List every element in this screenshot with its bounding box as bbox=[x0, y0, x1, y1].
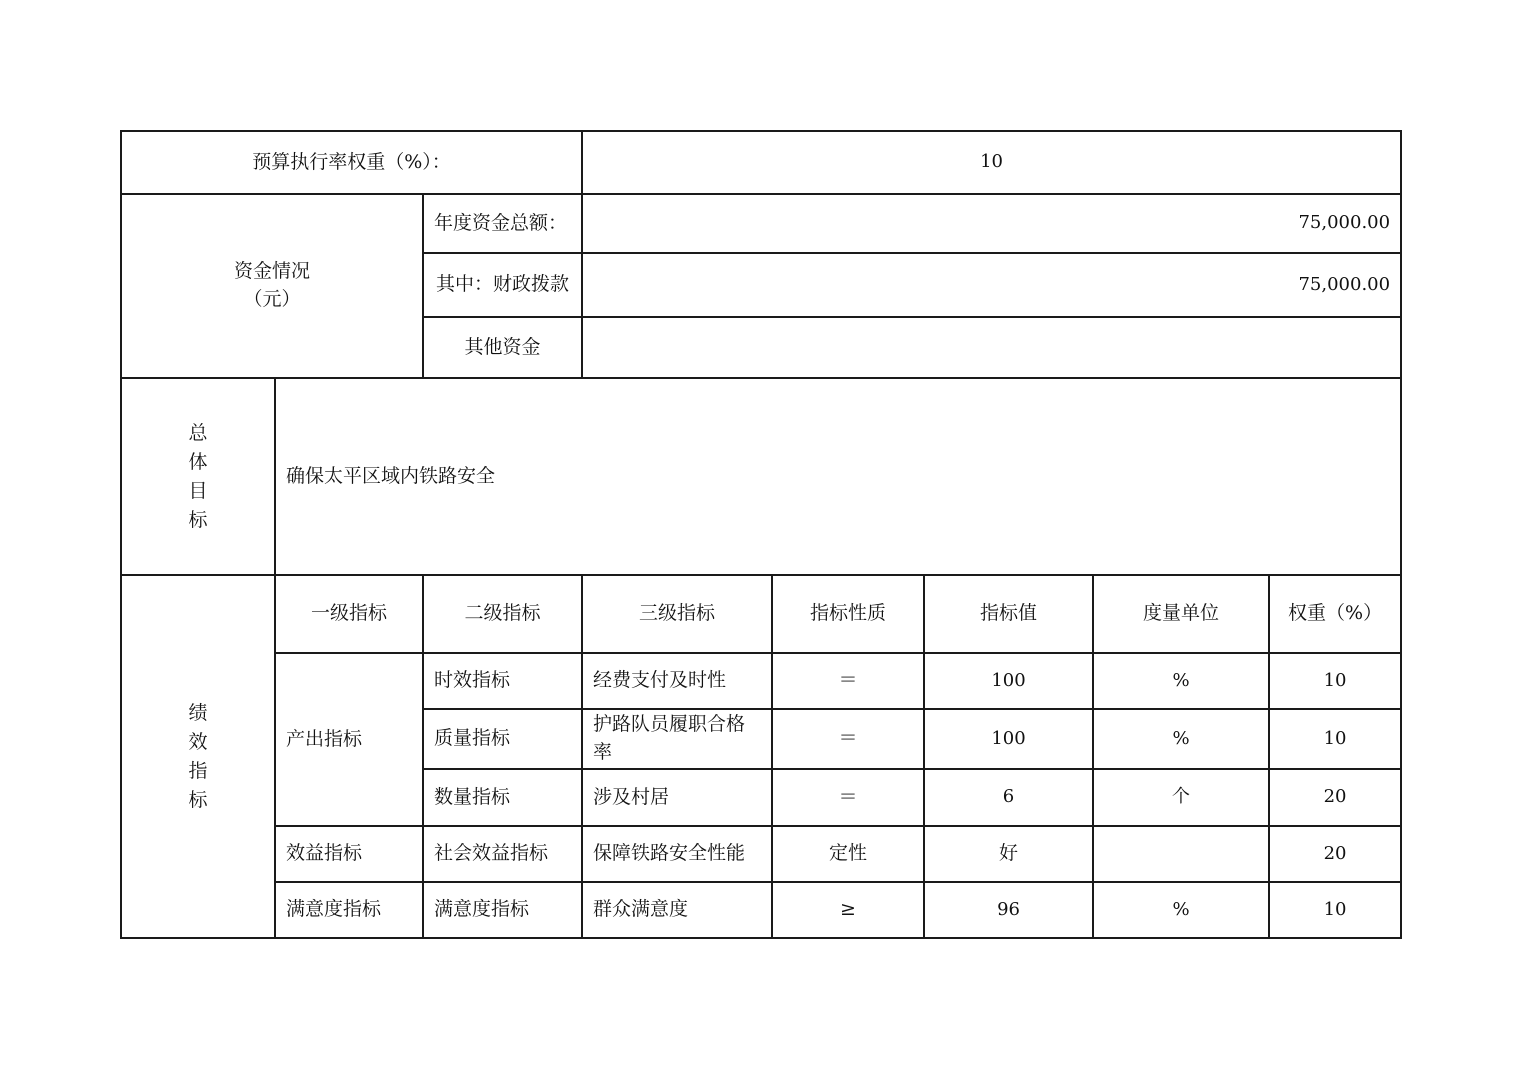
funds-total-label: 年度资金总额： bbox=[423, 194, 582, 253]
header-value: 指标值 bbox=[924, 575, 1093, 653]
row-nature: ＝ bbox=[772, 653, 924, 709]
table-row bbox=[121, 653, 1401, 709]
row-weight: 10 bbox=[1269, 653, 1401, 709]
row-nature: 定性 bbox=[772, 826, 924, 882]
row-level2: 满意度指标 bbox=[423, 882, 582, 938]
row-level2: 质量指标 bbox=[423, 709, 582, 769]
row-weight: 20 bbox=[1269, 826, 1401, 882]
row-value: 6 bbox=[924, 769, 1093, 826]
row-level2: 社会效益指标 bbox=[423, 826, 582, 882]
header-level3: 三级指标 bbox=[582, 575, 772, 653]
row-weight: 20 bbox=[1269, 769, 1401, 826]
row-value: 100 bbox=[924, 653, 1093, 709]
row-level3: 群众满意度 bbox=[582, 882, 772, 938]
row-weight: 10 bbox=[1269, 882, 1401, 938]
goal-label-char: 总 bbox=[188, 421, 208, 444]
row-level3: 经费支付及时性 bbox=[582, 653, 772, 709]
header-level1: 一级指标 bbox=[275, 575, 423, 653]
funds-fiscal-value: 75,000.00 bbox=[582, 253, 1401, 317]
row-value: 96 bbox=[924, 882, 1093, 938]
funds-total-value: 75,000.00 bbox=[582, 194, 1401, 253]
budget-weight-label: 预算执行率权重（%）： bbox=[121, 131, 582, 194]
header-nature: 指标性质 bbox=[772, 575, 924, 653]
budget-weight-row bbox=[121, 131, 1401, 194]
performance-label bbox=[121, 575, 275, 938]
row-level2: 时效指标 bbox=[423, 653, 582, 709]
goal-text: 确保太平区域内铁路安全 bbox=[275, 378, 1401, 575]
funds-fiscal-label: 其中：财政拨款 bbox=[423, 253, 582, 317]
row-unit: 个 bbox=[1093, 769, 1269, 826]
row-unit: % bbox=[1093, 882, 1269, 938]
header-unit: 度量单位 bbox=[1093, 575, 1269, 653]
performance-header-row bbox=[121, 575, 1401, 653]
group-output: 产出指标 bbox=[275, 653, 423, 826]
row-level3: 涉及村居 bbox=[582, 769, 772, 826]
goal-row bbox=[121, 378, 1401, 575]
group-benefit: 效益指标 bbox=[275, 826, 423, 882]
budget-weight-value: 10 bbox=[582, 131, 1401, 194]
funds-section-label-line1: 资金情况 bbox=[233, 260, 310, 283]
funds-section-label-line2: （元） bbox=[243, 288, 301, 310]
row-level3: 护路队员履职合格率 bbox=[582, 709, 772, 769]
goal-label bbox=[121, 378, 275, 575]
performance-label-char: 标 bbox=[188, 788, 208, 811]
row-value: 好 bbox=[924, 826, 1093, 882]
row-nature: ＝ bbox=[772, 709, 924, 769]
funds-other-value bbox=[582, 317, 1401, 378]
header-level2: 二级指标 bbox=[423, 575, 582, 653]
funds-total-row bbox=[121, 194, 1401, 253]
performance-label-char: 绩 bbox=[188, 701, 208, 724]
row-unit: % bbox=[1093, 653, 1269, 709]
row-level2: 数量指标 bbox=[423, 769, 582, 826]
goal-label-char: 体 bbox=[188, 450, 208, 473]
funds-other-label: 其他资金 bbox=[423, 317, 582, 378]
row-nature: ＝ bbox=[772, 769, 924, 826]
row-nature: ≥ bbox=[772, 882, 924, 938]
row-unit bbox=[1093, 826, 1269, 882]
table-row bbox=[121, 882, 1401, 938]
goal-label-char: 标 bbox=[188, 508, 208, 531]
row-level3: 保障铁路安全性能 bbox=[582, 826, 772, 882]
goal-label-char: 目 bbox=[188, 479, 208, 502]
table-row bbox=[121, 826, 1401, 882]
row-value: 100 bbox=[924, 709, 1093, 769]
performance-label-char: 效 bbox=[188, 730, 208, 753]
performance-goal-table bbox=[120, 130, 1402, 939]
header-weight: 权重（%） bbox=[1269, 575, 1401, 653]
group-satisfaction: 满意度指标 bbox=[275, 882, 423, 938]
funds-section-label bbox=[121, 194, 423, 378]
row-unit: % bbox=[1093, 709, 1269, 769]
performance-label-char: 指 bbox=[188, 759, 208, 782]
row-weight: 10 bbox=[1269, 709, 1401, 769]
